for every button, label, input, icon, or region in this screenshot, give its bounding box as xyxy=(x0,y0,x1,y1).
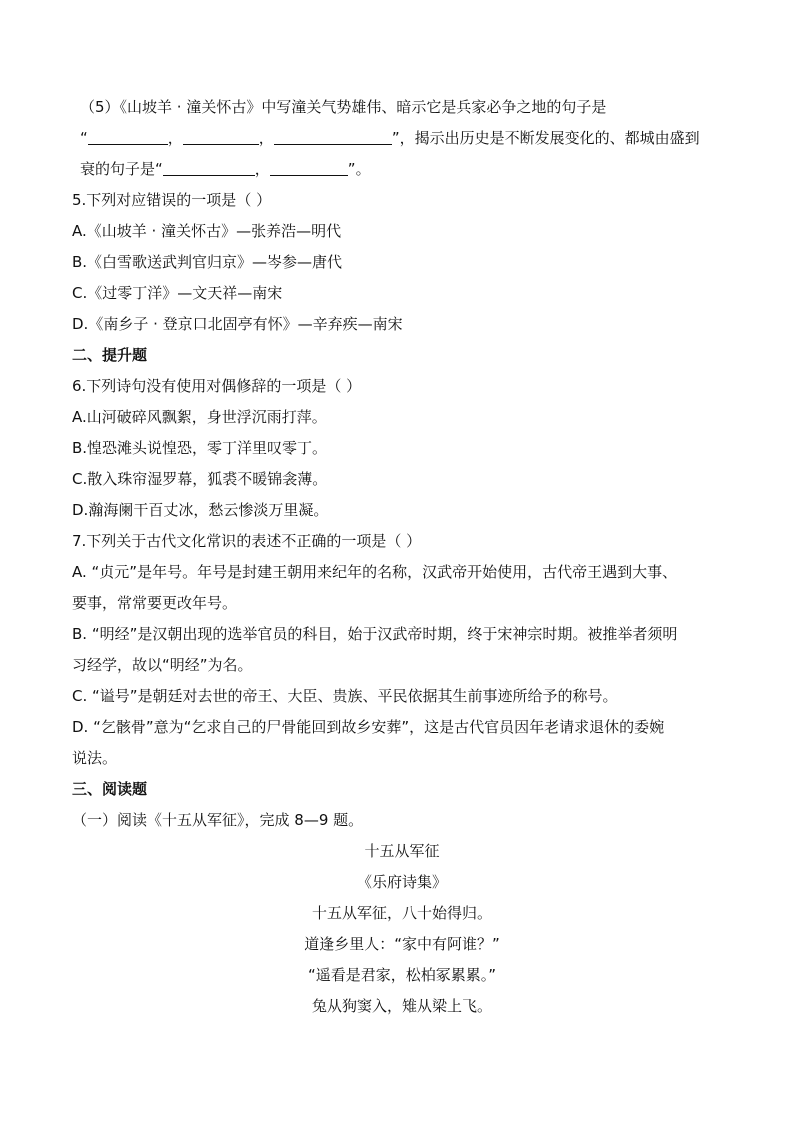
q6-stem: 6.下列诗句没有使用对偶修辞的一项是（ ） xyxy=(72,377,362,395)
q6-option-d: D.瀚海阑干百丈冰，愁云惨淡万里凝。 xyxy=(72,501,329,519)
section-heading-3: 三、阅读题 xyxy=(72,780,148,798)
q4-5-line3 xyxy=(72,154,732,185)
line2-close: ”，揭示出历史是不断发展变化的、都城由盛到 xyxy=(391,129,700,147)
document-content xyxy=(72,92,732,1022)
poem-line: 兔从狗窦入，雉从梁上飞。 xyxy=(311,997,492,1015)
q4-5-line2 xyxy=(72,123,732,154)
q7-stem: 7.下列关于古代文化常识的表述不正确的一项是（ ） xyxy=(72,532,422,550)
q4-5-line1: （5）《山坡羊 · 潼关怀古》中写潼关气势雄伟、暗示它是兵家必争之地的句子是 xyxy=(80,98,607,116)
line3-end: ”。 xyxy=(347,160,371,178)
comma: ， xyxy=(167,129,183,147)
poem-source: 《乐府诗集》 xyxy=(356,873,447,891)
q7-option-d-line2: 说法。 xyxy=(72,749,118,767)
answer-blank-3[interactable] xyxy=(274,126,392,145)
answer-blank-4[interactable] xyxy=(163,157,255,176)
poem xyxy=(72,836,732,1022)
q7-option-b-line1: B. “明经”是汉朝出现的选举官员的科目，始于汉武帝时期，终于宋神宗时期。被推举者须明 xyxy=(72,625,678,643)
q5-option-b: B.《白雪歌送武判官归京》—岑参—唐代 xyxy=(72,253,343,271)
q5-option-c: C.《过零丁洋》—文天祥—南宋 xyxy=(72,284,283,302)
q5-option-a: A.《山坡羊 · 潼关怀古》—张养浩—明代 xyxy=(72,222,342,240)
q5-stem: 5.下列对应错误的一项是（ ） xyxy=(72,191,272,209)
answer-blank-1[interactable] xyxy=(88,126,168,145)
comma: ， xyxy=(258,129,274,147)
q6-option-b: B.惶恐滩头说惶恐，零丁洋里叹零丁。 xyxy=(72,439,328,457)
poem-line: “遥看是君家，松柏冢累累。” xyxy=(307,966,497,984)
line3-start: 衰的句子是“ xyxy=(80,160,163,178)
q7-option-d-line1: D. “乞骸骨”意为“乞求自己的尸骨能回到故乡安葬”，这是古代官员因年老请求退休的委婉 xyxy=(72,718,665,736)
q5-option-d: D.《南乡子 · 登京口北固亭有怀》—辛弃疾—南宋 xyxy=(72,315,403,333)
comma: ， xyxy=(254,160,270,178)
q7-option-a-line2: 要事，常常要更改年号。 xyxy=(72,594,238,612)
q7-option-b-line2: 习经学，故以“明经”为名。 xyxy=(72,656,253,674)
q7-option-a-line1: A. “贞元”是年号。年号是封建王朝用来纪年的名称，汉武帝开始使用，古代帝王遇到大事、 xyxy=(72,563,678,581)
poem-line: 道逢乡里人：“家中有阿谁？” xyxy=(304,935,500,953)
open-quote: “ xyxy=(80,129,88,147)
answer-blank-2[interactable] xyxy=(183,126,259,145)
q6-option-a: A.山河破碎风飘絮，身世浮沉雨打萍。 xyxy=(72,408,327,426)
poem-title: 十五从军征 xyxy=(364,842,440,860)
reading1-intro: （一）阅读《十五从军征》，完成 8—9 题。 xyxy=(72,811,364,829)
answer-blank-5[interactable] xyxy=(270,157,348,176)
q7-option-c-line1: C. “谥号”是朝廷对去世的帝王、大臣、贵族、平民依据其生前事迹所给予的称号。 xyxy=(72,687,618,705)
q6-option-c: C.散入珠帘湿罗幕，狐裘不暖锦衾薄。 xyxy=(72,470,328,488)
poem-line: 十五从军征，八十始得归。 xyxy=(311,904,492,922)
section-heading-2: 二、提升题 xyxy=(72,346,148,364)
